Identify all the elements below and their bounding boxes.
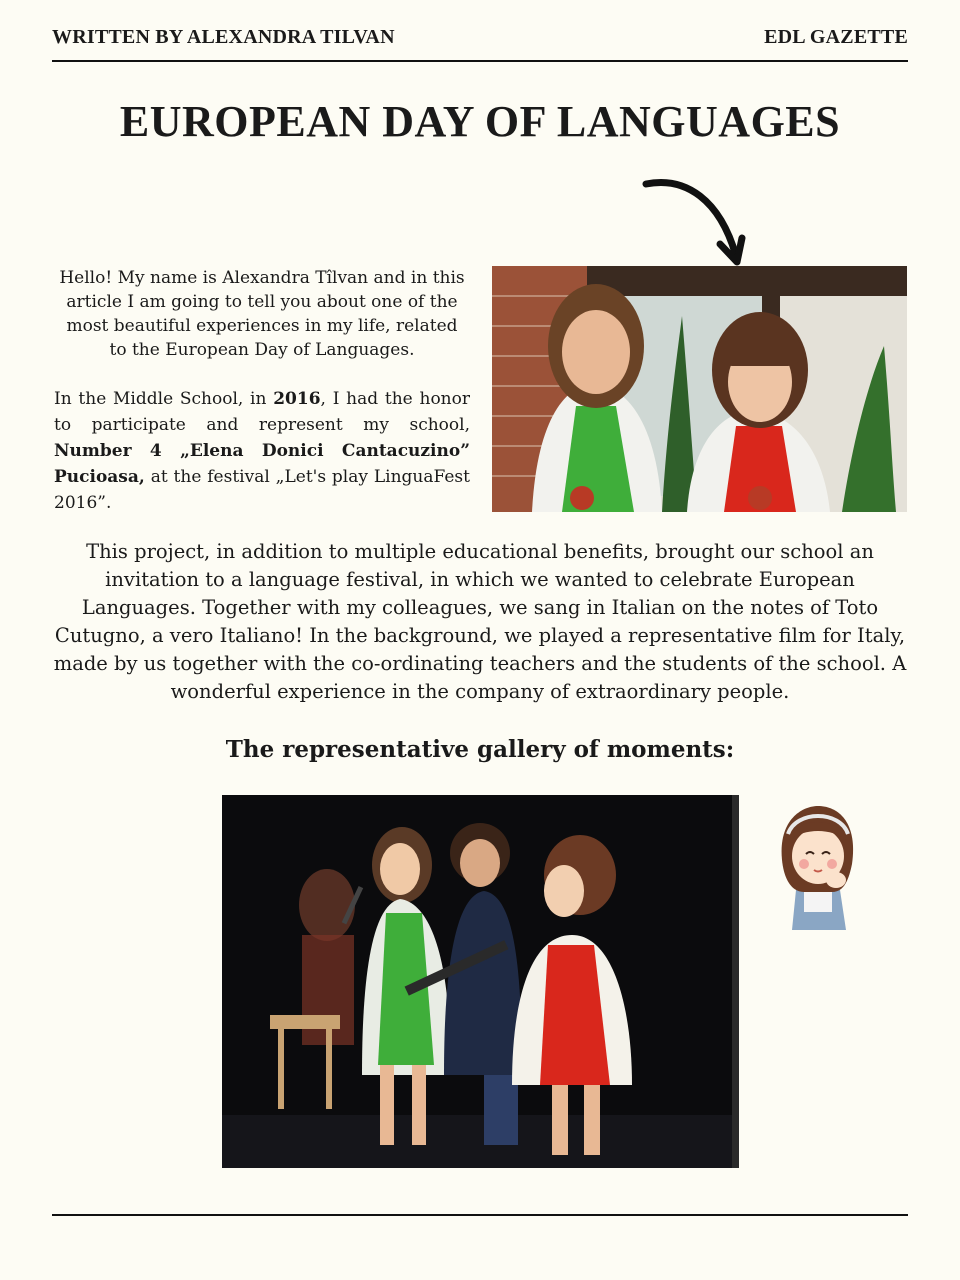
school-name: Number 4 „Elena Donici Cantacuzino” Pucioasa, [54,441,470,487]
publication-name: EDL GAZETTE [764,26,908,48]
story-text: at the festival „Let's play LinguaFest 2016”. [54,467,470,513]
story-year: 2016 [273,389,321,409]
byline: WRITTEN BY ALEXANDRA TILVAN [52,26,395,48]
header-divider [52,60,908,62]
story-text: , I had the honor to participate and represent my school, [54,389,470,435]
page-header [52,26,908,49]
footer-divider [52,1214,908,1216]
intro-paragraph: Hello! My name is Alexandra Tîlvan and in this article I am going to tell you about one of the most beautiful experiences in my life, related to the European Day of Languages. [59,268,465,360]
story-text: In the Middle School, in [54,389,274,409]
article-title: EUROPEAN DAY OF LANGUAGES [119,97,841,146]
story-paragraph [54,386,470,516]
curved-arrow-icon [636,172,756,268]
girls-portrait-photo [492,266,907,512]
gallery-heading: The representative gallery of moments: [225,736,735,763]
stage-performance-photo [222,795,739,1168]
girl-sticker-icon [772,800,864,940]
body-paragraph: This project, in addition to multiple educational benefits, brought our school an invitation to a language festival, in which we wanted to celebrate European Languages. Together with my colleagues, we sang in Italian on the notes of Toto Cutugno, a vero Italiano! In the background, we played a representative film for Italy, made by us together with the co-ordinating teachers and the students of the school. A wonderful experience in the company of extraordinary people. [53,540,907,703]
